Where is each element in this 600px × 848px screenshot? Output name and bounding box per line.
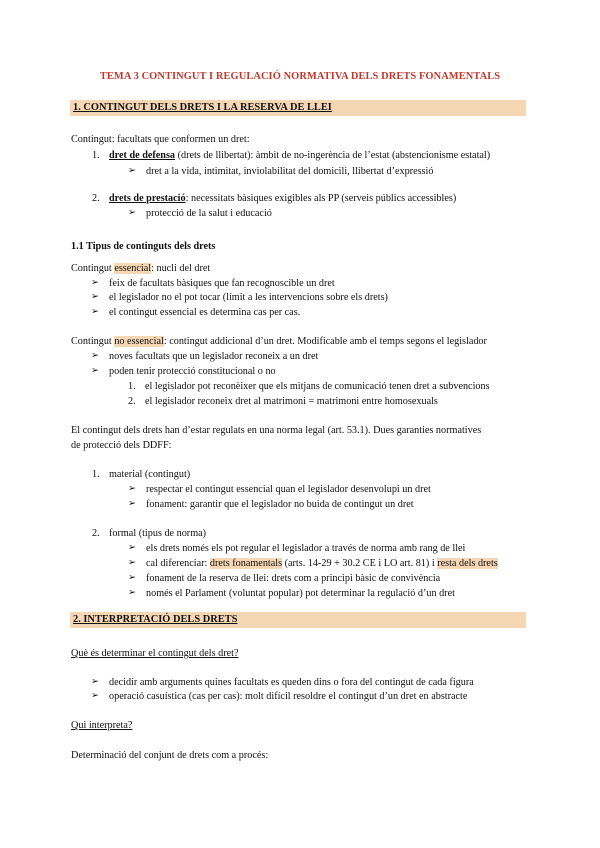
list-item: fonament: garantir que el legislador no buida de contingut un dret (146, 499, 414, 510)
list-item: feix de facultats bàsiques que fan recognoscible un dret (109, 278, 335, 289)
list-item: noves facultats que un legislador reconeix a un dret (109, 351, 319, 362)
highlight-drets-fonamentals: drets fonamentals (209, 558, 283, 569)
bullet-arrow-icon: ➢ (128, 558, 136, 568)
regulation-paragraph-line-1: El contingut dels drets han d’estar regulats en una norma legal (art. 53.1). Dues garanties normatives (71, 425, 482, 436)
list-number: 2. (128, 396, 136, 407)
text-pre: Contingut (71, 263, 115, 274)
bullet-arrow-icon: ➢ (128, 543, 136, 553)
bullet-arrow-icon: ➢ (128, 573, 136, 583)
list-item: respectar el contingut essencial quan el legislador desenvolupi un dret (146, 484, 431, 495)
list-item: operació casuística (cas per cas): molt difícil resoldre el contingut d’un dret en abstracte (109, 691, 468, 702)
subsection-heading: 1.1 Tipus de continguts dels drets (71, 241, 216, 252)
bullet-arrow-icon: ➢ (128, 588, 136, 598)
highlight-essencial: essencial (114, 263, 152, 274)
list-number: 1. (128, 381, 136, 392)
list-item: poden tenir protecció constitucional o no (109, 366, 276, 377)
no-essencial-definition (71, 336, 487, 348)
bullet-arrow-icon: ➢ (91, 366, 99, 376)
term-desc: : necessitats bàsiques exigibles als PP (serveis públics accessibles) (185, 193, 457, 204)
list-item: el contingut essencial es determina cas per cas. (109, 307, 301, 318)
bullet-arrow-icon: ➢ (91, 351, 99, 361)
bullet-arrow-icon: ➢ (128, 484, 136, 494)
bullet-arrow-icon: ➢ (91, 691, 99, 701)
bullet-arrow-icon: ➢ (128, 166, 136, 176)
list-item: només el Parlament (voluntat popular) pot determinar la regulació d’un dret (146, 588, 455, 599)
text-post: : contingut addicional d’un dret. Modificable amb el temps segons el legislador (163, 336, 487, 347)
text-pre: Contingut (71, 336, 115, 347)
list-number: 2. (92, 193, 100, 204)
text-mid: (arts. 14-29 + 30.2 CE i LO art. 81) i (282, 558, 438, 569)
list-item (146, 558, 498, 570)
regulation-paragraph-line-2: de protecció dels DDFF: (71, 440, 172, 451)
bullet-arrow-icon: ➢ (91, 677, 99, 687)
document-title: TEMA 3 CONTINGUT I REGULACIÓ NORMATIVA DELS DRETS FONAMENTALS (99, 71, 501, 82)
section-1-heading: 1. CONTINGUT DELS DRETS I LA RESERVA DE LLEI (73, 102, 332, 113)
bullet-arrow-icon: ➢ (91, 307, 99, 317)
list-item (109, 193, 456, 205)
bullet-arrow-icon: ➢ (91, 278, 99, 288)
term-bold: drets de prestació (109, 193, 186, 204)
bullet-arrow-icon: ➢ (91, 292, 99, 302)
list-number: 2. (92, 528, 100, 539)
question-heading: Qui interpreta? (71, 720, 133, 731)
text-pre: cal diferenciar: (146, 558, 210, 569)
bullet-arrow-icon: ➢ (128, 208, 136, 218)
section-2-heading: 2. INTERPRETACIÓ DELS DRETS (73, 614, 238, 625)
list-item: el legislador reconeix dret al matrimoni = matrimoni entre homosexuals (145, 396, 438, 407)
list-item: el legislador pot reconèixer que els mitjans de comunicació tenen dret a subvencions (145, 381, 490, 392)
bullet-arrow-icon: ➢ (128, 499, 136, 509)
essencial-definition (71, 263, 210, 275)
list-item (109, 150, 490, 162)
term-desc: (drets de llibertat): àmbit de no-ingerència de l’estat (abstencionisme estatal) (175, 150, 491, 161)
highlight-no-essencial: no essencial (114, 336, 164, 347)
guarantee-label: formal (tipus de norma) (109, 528, 207, 539)
closing-line: Determinació del conjunt de drets com a procés: (71, 750, 269, 761)
list-item: els drets només els pot regular el legislador a través de norma amb rang de llei (146, 543, 466, 554)
list-item: el legislador no el pot tocar (límit a les intervencions sobre els drets) (109, 292, 388, 303)
section-1-intro: Contingut: facultats que conformen un dret: (71, 134, 250, 145)
list-item: fonament de la reserva de llei: drets com a principi bàsic de convivència (146, 573, 441, 584)
list-item: protecció de la salut i educació (146, 208, 272, 219)
question-heading: Què és determinar el contingut dels dret? (71, 648, 239, 659)
list-number: 1. (92, 150, 100, 161)
term-bold: dret de defensa (109, 150, 176, 161)
highlight-resta-dels-drets: resta dels drets (437, 558, 498, 569)
guarantee-label: material (contingut) (109, 469, 191, 480)
text-post: : nucli del dret (151, 263, 211, 274)
list-item: dret a la vida, intimitat, inviolabilitat del domicili, llibertat d’expressió (146, 166, 434, 177)
list-item: decidir amb arguments quines facultats es queden dins o fora del contingut de cada figura (109, 677, 474, 688)
list-number: 1. (92, 469, 100, 480)
